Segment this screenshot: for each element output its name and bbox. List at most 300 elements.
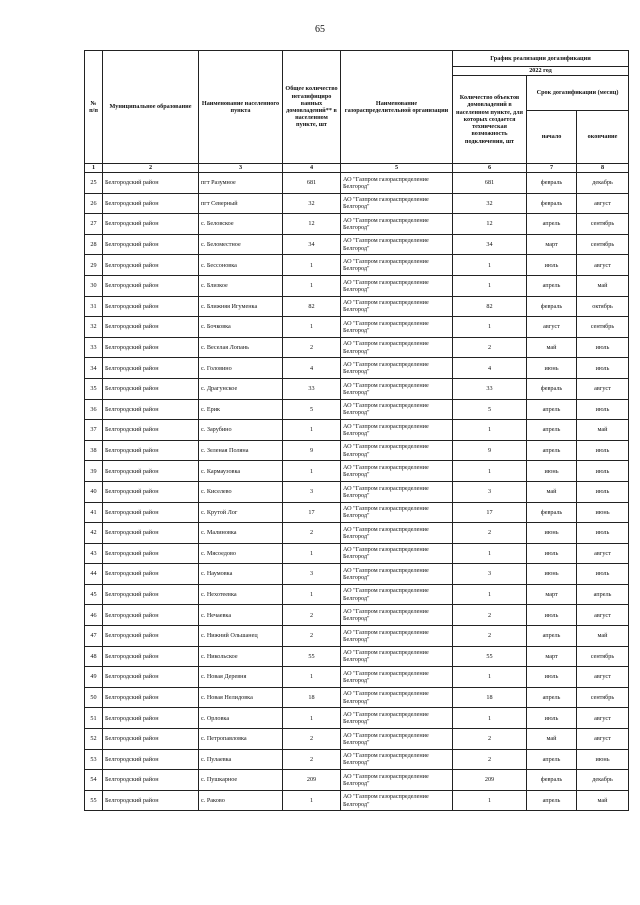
organization-cell: АО "Газпром газораспределение Белгород" (341, 729, 453, 750)
objects-count-cell: 681 (453, 173, 527, 194)
settlement-cell: с. Нижний Ольшанец (199, 626, 283, 647)
end-month-cell: сентябрь (577, 646, 629, 667)
end-month-cell: июнь (577, 749, 629, 770)
end-month-cell: май (577, 790, 629, 811)
objects-count-cell: 2 (453, 729, 527, 750)
row-number: 43 (85, 543, 103, 564)
organization-cell: АО "Газпром газораспределение Белгород" (341, 770, 453, 791)
end-month-cell: август (577, 667, 629, 688)
column-number: 4 (283, 164, 341, 173)
end-month-cell: сентябрь (577, 234, 629, 255)
settlement-cell: с. Киселево (199, 481, 283, 502)
row-number: 55 (85, 790, 103, 811)
start-month-cell: июнь (527, 564, 577, 585)
objects-count-cell: 33 (453, 378, 527, 399)
start-month-cell: апрель (527, 275, 577, 296)
total-count-cell: 4 (283, 358, 341, 379)
table-row (85, 543, 629, 564)
row-number: 30 (85, 275, 103, 296)
row-number: 53 (85, 749, 103, 770)
organization-cell: АО "Газпром газораспределение Белгород" (341, 275, 453, 296)
table-row (85, 729, 629, 750)
column-number: 8 (577, 164, 629, 173)
organization-cell: АО "Газпром газораспределение Белгород" (341, 523, 453, 544)
settlement-cell: с. Нехотеевка (199, 584, 283, 605)
settlement-cell: с. Мясоедово (199, 543, 283, 564)
organization-cell: АО "Газпром газораспределение Белгород" (341, 626, 453, 647)
row-number: 39 (85, 461, 103, 482)
column-numbers-row (85, 164, 629, 173)
objects-count-cell: 17 (453, 502, 527, 523)
end-month-cell: апрель (577, 584, 629, 605)
organization-cell: АО "Газпром газораспределение Белгород" (341, 358, 453, 379)
row-number: 48 (85, 646, 103, 667)
total-count-cell: 17 (283, 502, 341, 523)
start-month-cell: июнь (527, 523, 577, 544)
start-month-cell: июль (527, 543, 577, 564)
organization-cell: АО "Газпром газораспределение Белгород" (341, 193, 453, 214)
end-month-cell: июль (577, 358, 629, 379)
table-row (85, 234, 629, 255)
start-month-cell: март (527, 646, 577, 667)
start-month-cell: июль (527, 667, 577, 688)
organization-cell: АО "Газпром газораспределение Белгород" (341, 399, 453, 420)
header-municipality: Муниципальное образование (103, 51, 199, 164)
municipality-cell: Белгородский район (103, 399, 199, 420)
row-number: 47 (85, 626, 103, 647)
municipality-cell: Белгородский район (103, 461, 199, 482)
settlement-cell: с. Беломестное (199, 234, 283, 255)
settlement-cell: с. Нечаевка (199, 605, 283, 626)
end-month-cell: сентябрь (577, 317, 629, 338)
row-number: 37 (85, 420, 103, 441)
total-count-cell: 1 (283, 275, 341, 296)
end-month-cell: июль (577, 440, 629, 461)
table-row (85, 687, 629, 708)
total-count-cell: 1 (283, 461, 341, 482)
settlement-cell: с. Новая Нелидовка (199, 687, 283, 708)
organization-cell: АО "Газпром газораспределение Белгород" (341, 378, 453, 399)
row-number: 50 (85, 687, 103, 708)
organization-cell: АО "Газпром газораспределение Белгород" (341, 584, 453, 605)
total-count-cell: 12 (283, 214, 341, 235)
organization-cell: АО "Газпром газораспределение Белгород" (341, 440, 453, 461)
objects-count-cell: 2 (453, 337, 527, 358)
municipality-cell: Белгородский район (103, 296, 199, 317)
table-row (85, 667, 629, 688)
objects-count-cell: 1 (453, 543, 527, 564)
end-month-cell: сентябрь (577, 214, 629, 235)
row-number: 45 (85, 584, 103, 605)
objects-count-cell: 1 (453, 584, 527, 605)
total-count-cell: 34 (283, 234, 341, 255)
table-row (85, 770, 629, 791)
organization-cell: АО "Газпром газораспределение Белгород" (341, 173, 453, 194)
start-month-cell: апрель (527, 626, 577, 647)
organization-cell: АО "Газпром газораспределение Белгород" (341, 481, 453, 502)
start-month-cell: апрель (527, 214, 577, 235)
row-number: 51 (85, 708, 103, 729)
objects-count-cell: 4 (453, 358, 527, 379)
row-number: 38 (85, 440, 103, 461)
row-number: 35 (85, 378, 103, 399)
organization-cell: АО "Газпром газораспределение Белгород" (341, 337, 453, 358)
objects-count-cell: 1 (453, 275, 527, 296)
row-number: 34 (85, 358, 103, 379)
settlement-cell: с. Малиновка (199, 523, 283, 544)
end-month-cell: май (577, 275, 629, 296)
total-count-cell: 82 (283, 296, 341, 317)
header-num: № п/п (85, 51, 103, 164)
settlement-cell: с. Новая Деревня (199, 667, 283, 688)
table-row (85, 296, 629, 317)
municipality-cell: Белгородский район (103, 708, 199, 729)
organization-cell: АО "Газпром газораспределение Белгород" (341, 687, 453, 708)
start-month-cell: июль (527, 255, 577, 276)
table-row (85, 214, 629, 235)
total-count-cell: 2 (283, 337, 341, 358)
municipality-cell: Белгородский район (103, 420, 199, 441)
column-number: 5 (341, 164, 453, 173)
end-month-cell: декабрь (577, 173, 629, 194)
row-number: 27 (85, 214, 103, 235)
table-row (85, 564, 629, 585)
municipality-cell: Белгородский район (103, 173, 199, 194)
row-number: 26 (85, 193, 103, 214)
organization-cell: АО "Газпром газораспределение Белгород" (341, 605, 453, 626)
total-count-cell: 1 (283, 420, 341, 441)
municipality-cell: Белгородский район (103, 481, 199, 502)
table-row (85, 173, 629, 194)
settlement-cell: с. Пушкарное (199, 770, 283, 791)
start-month-cell: март (527, 584, 577, 605)
gasification-schedule-table (84, 50, 629, 811)
end-month-cell: май (577, 626, 629, 647)
municipality-cell: Белгородский район (103, 790, 199, 811)
start-month-cell: июль (527, 605, 577, 626)
municipality-cell: Белгородский район (103, 646, 199, 667)
objects-count-cell: 1 (453, 317, 527, 338)
objects-count-cell: 1 (453, 790, 527, 811)
row-number: 29 (85, 255, 103, 276)
objects-count-cell: 9 (453, 440, 527, 461)
objects-count-cell: 1 (453, 255, 527, 276)
header-end: окончание (577, 111, 629, 164)
organization-cell: АО "Газпром газораспределение Белгород" (341, 255, 453, 276)
header-year: 2022 год (453, 67, 629, 76)
row-number: 36 (85, 399, 103, 420)
table-row (85, 461, 629, 482)
table-row (85, 193, 629, 214)
total-count-cell: 1 (283, 584, 341, 605)
objects-count-cell: 1 (453, 461, 527, 482)
start-month-cell: июль (527, 708, 577, 729)
municipality-cell: Белгородский район (103, 378, 199, 399)
end-month-cell: август (577, 255, 629, 276)
start-month-cell: февраль (527, 193, 577, 214)
municipality-cell: Белгородский район (103, 255, 199, 276)
settlement-cell: с. Бессоновка (199, 255, 283, 276)
organization-cell: АО "Газпром газораспределение Белгород" (341, 749, 453, 770)
organization-cell: АО "Газпром газораспределение Белгород" (341, 296, 453, 317)
settlement-cell: с. Головино (199, 358, 283, 379)
total-count-cell: 2 (283, 626, 341, 647)
total-count-cell: 55 (283, 646, 341, 667)
settlement-cell: с. Ерик (199, 399, 283, 420)
row-number: 41 (85, 502, 103, 523)
objects-count-cell: 209 (453, 770, 527, 791)
start-month-cell: апрель (527, 399, 577, 420)
settlement-cell: пгт Северный (199, 193, 283, 214)
end-month-cell: май (577, 420, 629, 441)
municipality-cell: Белгородский район (103, 193, 199, 214)
settlement-cell: с. Наумовка (199, 564, 283, 585)
municipality-cell: Белгородский район (103, 605, 199, 626)
table-body (85, 164, 629, 811)
total-count-cell: 32 (283, 193, 341, 214)
table-row (85, 708, 629, 729)
column-number: 3 (199, 164, 283, 173)
settlement-cell: с. Орловка (199, 708, 283, 729)
start-month-cell: февраль (527, 378, 577, 399)
settlement-cell: с. Пулаевка (199, 749, 283, 770)
column-number: 6 (453, 164, 527, 173)
header-objects: Количество объектов домовладений в населенном пункте, для которых создается техническая возможность подключения, шт (453, 76, 527, 164)
row-number: 52 (85, 729, 103, 750)
municipality-cell: Белгородский район (103, 275, 199, 296)
end-month-cell: июль (577, 399, 629, 420)
organization-cell: АО "Газпром газораспределение Белгород" (341, 214, 453, 235)
objects-count-cell: 2 (453, 749, 527, 770)
total-count-cell: 2 (283, 729, 341, 750)
table-row (85, 749, 629, 770)
municipality-cell: Белгородский район (103, 749, 199, 770)
total-count-cell: 2 (283, 523, 341, 544)
municipality-cell: Белгородский район (103, 502, 199, 523)
start-month-cell: август (527, 317, 577, 338)
column-number: 2 (103, 164, 199, 173)
start-month-cell: февраль (527, 296, 577, 317)
table-row (85, 420, 629, 441)
total-count-cell: 1 (283, 317, 341, 338)
organization-cell: АО "Газпром газораспределение Белгород" (341, 564, 453, 585)
municipality-cell: Белгородский район (103, 234, 199, 255)
row-number: 40 (85, 481, 103, 502)
table-row (85, 378, 629, 399)
end-month-cell: август (577, 378, 629, 399)
start-month-cell: май (527, 729, 577, 750)
objects-count-cell: 3 (453, 481, 527, 502)
municipality-cell: Белгородский район (103, 543, 199, 564)
municipality-cell: Белгородский район (103, 317, 199, 338)
settlement-cell: с. Близкое (199, 275, 283, 296)
settlement-cell: с. Беловское (199, 214, 283, 235)
page-number: 65 (315, 24, 325, 35)
municipality-cell: Белгородский район (103, 214, 199, 235)
row-number: 32 (85, 317, 103, 338)
total-count-cell: 3 (283, 564, 341, 585)
settlement-cell: с. Никольское (199, 646, 283, 667)
start-month-cell: май (527, 481, 577, 502)
end-month-cell: август (577, 605, 629, 626)
start-month-cell: май (527, 337, 577, 358)
end-month-cell: июль (577, 564, 629, 585)
row-number: 33 (85, 337, 103, 358)
end-month-cell: декабрь (577, 770, 629, 791)
municipality-cell: Белгородский район (103, 564, 199, 585)
objects-count-cell: 2 (453, 626, 527, 647)
end-month-cell: июль (577, 461, 629, 482)
municipality-cell: Белгородский район (103, 626, 199, 647)
row-number: 49 (85, 667, 103, 688)
objects-count-cell: 1 (453, 420, 527, 441)
organization-cell: АО "Газпром газораспределение Белгород" (341, 317, 453, 338)
organization-cell: АО "Газпром газораспределение Белгород" (341, 234, 453, 255)
objects-count-cell: 1 (453, 667, 527, 688)
total-count-cell: 1 (283, 790, 341, 811)
municipality-cell: Белгородский район (103, 358, 199, 379)
start-month-cell: апрель (527, 440, 577, 461)
objects-count-cell: 82 (453, 296, 527, 317)
total-count-cell: 209 (283, 770, 341, 791)
row-number: 28 (85, 234, 103, 255)
header-schedule: График реализации догазификации (453, 51, 629, 67)
objects-count-cell: 12 (453, 214, 527, 235)
header-total: Общее количество негазифициро ванных домовладений** в населенном пункте, шт (283, 51, 341, 164)
header-organization: Наименование газораспределительной организации (341, 51, 453, 164)
start-month-cell: апрель (527, 420, 577, 441)
objects-count-cell: 2 (453, 523, 527, 544)
start-month-cell: июнь (527, 461, 577, 482)
table-row (85, 646, 629, 667)
start-month-cell: февраль (527, 502, 577, 523)
organization-cell: АО "Газпром газораспределение Белгород" (341, 667, 453, 688)
row-number: 42 (85, 523, 103, 544)
settlement-cell: с. Крутой Лог (199, 502, 283, 523)
table-row (85, 523, 629, 544)
start-month-cell: июнь (527, 358, 577, 379)
municipality-cell: Белгородский район (103, 584, 199, 605)
objects-count-cell: 18 (453, 687, 527, 708)
municipality-cell: Белгородский район (103, 667, 199, 688)
table-row (85, 399, 629, 420)
total-count-cell: 1 (283, 667, 341, 688)
table-row (85, 255, 629, 276)
column-number: 1 (85, 164, 103, 173)
start-month-cell: март (527, 234, 577, 255)
start-month-cell: апрель (527, 749, 577, 770)
total-count-cell: 1 (283, 708, 341, 729)
table-row (85, 358, 629, 379)
objects-count-cell: 55 (453, 646, 527, 667)
header-start: начало (527, 111, 577, 164)
row-number: 46 (85, 605, 103, 626)
objects-count-cell: 3 (453, 564, 527, 585)
end-month-cell: август (577, 708, 629, 729)
organization-cell: АО "Газпром газораспределение Белгород" (341, 502, 453, 523)
end-month-cell: июль (577, 523, 629, 544)
organization-cell: АО "Газпром газораспределение Белгород" (341, 461, 453, 482)
total-count-cell: 1 (283, 255, 341, 276)
organization-cell: АО "Газпром газораспределение Белгород" (341, 646, 453, 667)
table-row (85, 584, 629, 605)
table-row (85, 626, 629, 647)
total-count-cell: 681 (283, 173, 341, 194)
row-number: 31 (85, 296, 103, 317)
total-count-cell: 9 (283, 440, 341, 461)
total-count-cell: 2 (283, 749, 341, 770)
settlement-cell: с. Ближняя Игуменка (199, 296, 283, 317)
start-month-cell: февраль (527, 173, 577, 194)
objects-count-cell: 32 (453, 193, 527, 214)
total-count-cell: 2 (283, 605, 341, 626)
table-row (85, 790, 629, 811)
table-row (85, 317, 629, 338)
organization-cell: АО "Газпром газораспределение Белгород" (341, 790, 453, 811)
organization-cell: АО "Газпром газораспределение Белгород" (341, 708, 453, 729)
organization-cell: АО "Газпром газораспределение Белгород" (341, 543, 453, 564)
total-count-cell: 1 (283, 543, 341, 564)
settlement-cell: с. Кармаузовка (199, 461, 283, 482)
end-month-cell: август (577, 543, 629, 564)
municipality-cell: Белгородский район (103, 523, 199, 544)
table-row (85, 275, 629, 296)
objects-count-cell: 34 (453, 234, 527, 255)
end-month-cell: сентябрь (577, 687, 629, 708)
end-month-cell: июль (577, 337, 629, 358)
end-month-cell: июнь (577, 502, 629, 523)
end-month-cell: август (577, 729, 629, 750)
end-month-cell: октябрь (577, 296, 629, 317)
objects-count-cell: 1 (453, 708, 527, 729)
row-number: 44 (85, 564, 103, 585)
start-month-cell: апрель (527, 687, 577, 708)
row-number: 54 (85, 770, 103, 791)
objects-count-cell: 2 (453, 605, 527, 626)
municipality-cell: Белгородский район (103, 770, 199, 791)
table-row (85, 440, 629, 461)
header-term: Срок догазификации (месяц) (527, 76, 629, 111)
settlement-cell: с. Зарубино (199, 420, 283, 441)
settlement-cell: с. Веселая Лопань (199, 337, 283, 358)
total-count-cell: 5 (283, 399, 341, 420)
municipality-cell: Белгородский район (103, 687, 199, 708)
table-row (85, 481, 629, 502)
start-month-cell: февраль (527, 770, 577, 791)
total-count-cell: 18 (283, 687, 341, 708)
municipality-cell: Белгородский район (103, 440, 199, 461)
municipality-cell: Белгородский район (103, 729, 199, 750)
total-count-cell: 3 (283, 481, 341, 502)
settlement-cell: с. Раково (199, 790, 283, 811)
settlement-cell: с. Зеленая Поляна (199, 440, 283, 461)
objects-count-cell: 5 (453, 399, 527, 420)
start-month-cell: апрель (527, 790, 577, 811)
table-row (85, 502, 629, 523)
table-row (85, 337, 629, 358)
header-settlement: Наименование населенного пункта (199, 51, 283, 164)
table-row (85, 605, 629, 626)
municipality-cell: Белгородский район (103, 337, 199, 358)
row-number: 25 (85, 173, 103, 194)
end-month-cell: июль (577, 481, 629, 502)
settlement-cell: пгт Разумное (199, 173, 283, 194)
settlement-cell: с. Драгунское (199, 378, 283, 399)
total-count-cell: 33 (283, 378, 341, 399)
column-number: 7 (527, 164, 577, 173)
settlement-cell: с. Петропавловка (199, 729, 283, 750)
organization-cell: АО "Газпром газораспределение Белгород" (341, 420, 453, 441)
